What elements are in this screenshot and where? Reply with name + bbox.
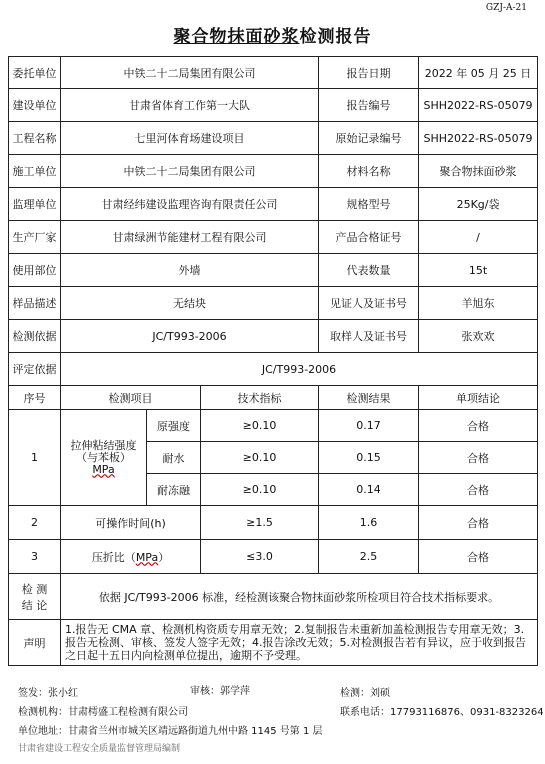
item-name-line: （与苯板） (76, 450, 131, 464)
manufacturer-value: 甘肃绿洲节能建材工程有限公司 (61, 221, 319, 254)
result-cell: 2.5 (319, 540, 419, 574)
owner-value: 甘肃省体育工作第一大队 (61, 89, 319, 122)
results-header (9, 386, 538, 410)
item-name-text: 压折比（ (91, 550, 136, 564)
info-row (9, 221, 538, 254)
compiler-note: 甘肃省建设工程安全质量监督管理局编制 (18, 744, 181, 754)
header-item: 检测项目 (61, 386, 201, 410)
conclusion-label (9, 574, 61, 620)
title-material: 聚合物抹面砂浆 (173, 27, 300, 47)
report-table (8, 56, 538, 666)
quantity-label: 代表数量 (319, 254, 419, 287)
sampler-value: 张欢欢 (419, 320, 538, 353)
usage-label: 使用部位 (9, 254, 61, 287)
contractor-label: 施工单位 (9, 155, 61, 188)
item-unit: MPa (135, 550, 159, 564)
item-name-line: 拉伸粘结强度 (70, 438, 137, 452)
tester: 检测：刘硕 (340, 688, 390, 699)
header-result: 检测结果 (319, 386, 419, 410)
test-basis-label: 检测依据 (9, 320, 61, 353)
sample-value: 无结块 (61, 287, 319, 320)
client-label: 委托单位 (9, 57, 61, 89)
report-number-value: SHH2022-RS-05079 (419, 89, 538, 122)
certificate-label: 产品合格证号 (319, 221, 419, 254)
item-unit: MPa (92, 462, 115, 476)
table-row (9, 506, 538, 540)
spec-cell: ≤3.0 (201, 540, 319, 574)
statement-row (9, 620, 538, 666)
spec-cell: ≥0.10 (201, 410, 319, 442)
supervisor-value: 甘肃经纬建设监理咨询有限责任公司 (61, 188, 319, 221)
test-basis-value: JC/T993-2006 (61, 320, 319, 353)
sampler-label: 取样人及证书号 (319, 320, 419, 353)
material-label: 材料名称 (319, 155, 419, 188)
material-value: 聚合物抹面砂浆 (419, 155, 538, 188)
spec-label: 规格型号 (319, 188, 419, 221)
result-cell: 0.15 (319, 442, 419, 474)
conclusion-cell: 合格 (419, 506, 538, 540)
info-row (9, 89, 538, 122)
form-code: GZJ-A-21 (485, 3, 527, 13)
evaluation-basis-value: JC/T993-2006 (61, 353, 538, 386)
conclusion-cell: 合格 (419, 474, 538, 506)
statement-text: 1.报告无 CMA 章、检测机构资质专用章无效；2.复制报告未重新加盖检测报告专用章无效；3.报告无检测、审核、签发人签字无效；4.报告涂改无效；5.对检测报告若有异议，应于收到报告之日起十五日内向检测单位提出，逾期不予受理。 (61, 620, 538, 666)
approver: 签发：张小红 (18, 688, 78, 699)
info-row (9, 155, 538, 188)
conclusion-cell: 合格 (419, 410, 538, 442)
table-row (9, 410, 538, 442)
info-row (9, 353, 538, 386)
item-name-text: ） (158, 550, 170, 564)
item-name (61, 540, 201, 574)
statement-label: 声明 (9, 620, 61, 666)
conclusion-text: 依据 JC/T993-2006 标准，经检测该聚合物抹面砂浆所检项目符合技术指标要求。 (61, 574, 538, 620)
sub-item-name: 耐冻融 (147, 474, 201, 506)
project-value: 七里河体育场建设项目 (61, 122, 319, 155)
item-number: 3 (9, 540, 61, 574)
report-title (0, 22, 545, 47)
conclusion-label-line: 检 测 (21, 582, 48, 596)
witness-value: 羊旭东 (419, 287, 538, 320)
info-row (9, 188, 538, 221)
record-number-label: 原始记录编号 (319, 122, 419, 155)
table-row (9, 540, 538, 574)
conclusion-cell: 合格 (419, 540, 538, 574)
org-address: 单位地址：甘肃省兰州市城关区靖远路街道九州中路 1145 号第 1 层 (18, 726, 323, 737)
item-name: 可操作时间(h) (61, 506, 201, 540)
witness-label: 见证人及证书号 (319, 287, 419, 320)
item-name (61, 410, 147, 506)
info-row (9, 287, 538, 320)
report-date-value: 2022 年 05 月 25 日 (419, 57, 538, 89)
reviewer: 审核：郭学萍 (190, 686, 250, 697)
item-number: 1 (9, 410, 61, 506)
record-number-value: SHH2022-RS-05079 (419, 122, 538, 155)
result-cell: 0.17 (319, 410, 419, 442)
conclusion-cell: 合格 (419, 442, 538, 474)
header-spec: 技术指标 (201, 386, 319, 410)
manufacturer-label: 生产厂家 (9, 221, 61, 254)
quantity-value: 15t (419, 254, 538, 287)
evaluation-basis-label: 评定依据 (9, 353, 61, 386)
title-suffix: 检测报告 (299, 27, 372, 47)
report-number-label: 报告编号 (319, 89, 419, 122)
client-value: 中铁二十二局集团有限公司 (61, 57, 319, 89)
item-number: 2 (9, 506, 61, 540)
info-row (9, 320, 538, 353)
contact-phone: 联系电话：17793116876、0931-8323264 (340, 707, 544, 718)
conclusion-label-line: 结 论 (21, 598, 48, 612)
info-row (9, 254, 538, 287)
spec-cell: ≥1.5 (201, 506, 319, 540)
report-date-label: 报告日期 (319, 57, 419, 89)
contractor-value: 中铁二十二局集团有限公司 (61, 155, 319, 188)
sub-item-name: 原强度 (147, 410, 201, 442)
usage-value: 外墙 (61, 254, 319, 287)
supervisor-label: 监理单位 (9, 188, 61, 221)
result-cell: 0.14 (319, 474, 419, 506)
sample-label: 样品描述 (9, 287, 61, 320)
info-row (9, 122, 538, 155)
spec-cell: ≥0.10 (201, 442, 319, 474)
project-label: 工程名称 (9, 122, 61, 155)
spec-value: 25Kg/袋 (419, 188, 538, 221)
spec-cell: ≥0.10 (201, 474, 319, 506)
conclusion-row (9, 574, 538, 620)
result-cell: 1.6 (319, 506, 419, 540)
header-no: 序号 (9, 386, 61, 410)
certificate-value: / (419, 221, 538, 254)
header-conclusion: 单项结论 (419, 386, 538, 410)
testing-org: 检测机构：甘肃樗盛工程检测有限公司 (18, 707, 188, 718)
sub-item-name: 耐水 (147, 442, 201, 474)
owner-label: 建设单位 (9, 89, 61, 122)
info-row (9, 57, 538, 89)
